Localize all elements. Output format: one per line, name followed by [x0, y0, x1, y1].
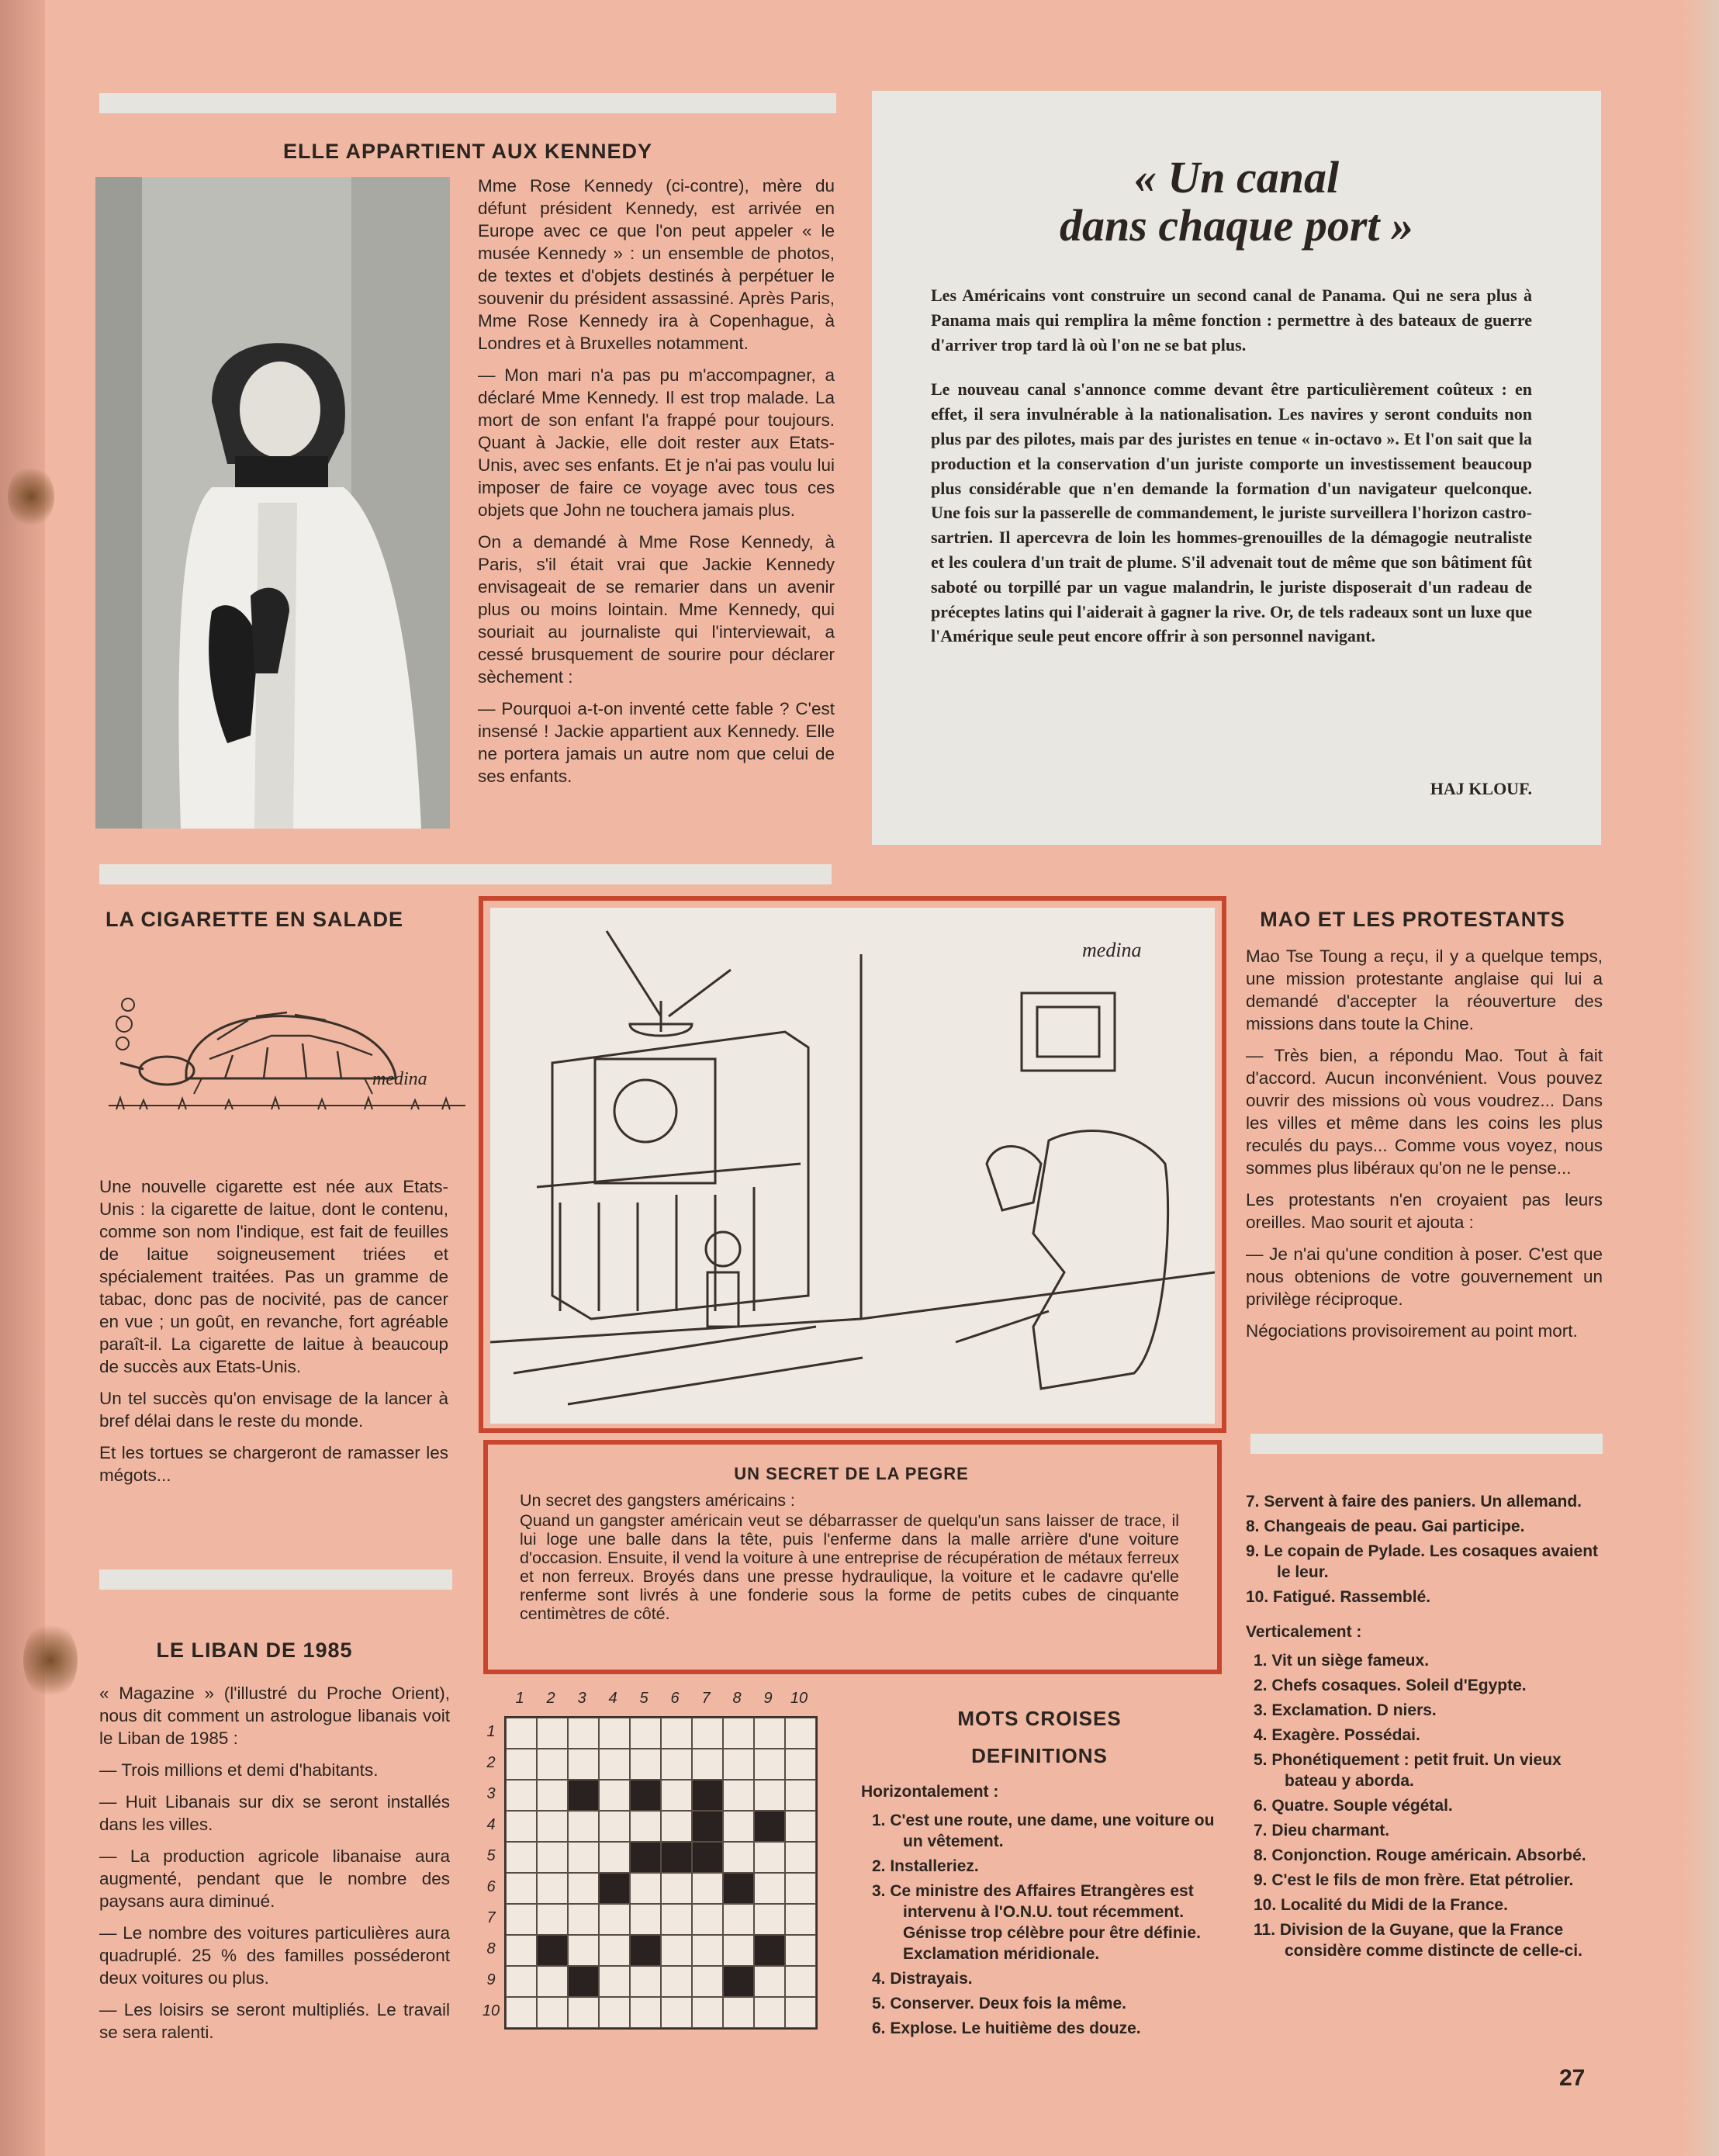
binding-gutter — [0, 0, 45, 2156]
definition-item: 9. C'est le fils de mon frère. Etat pétrolier. — [1254, 1871, 1574, 1889]
definition-item: 9. Le copain de Pylade. Les cosaques avaient le leur. — [1246, 1542, 1599, 1581]
definition-item: 2. Installeriez. — [872, 1857, 979, 1875]
kennedy-paragraph: — Pourquoi a-t-on inventé cette fable ? C'est insensé ! Jackie appartient aux Kennedy. Elle ne portera jamais un autre nom que celui de ses enfants. — [478, 699, 835, 786]
canal-paragraph: Le nouveau canal s'annonce comme devant être particulièrement coûteux : en effet, il sera invulnérable à la nationalisation. Les navires y seront conduits non plus par des pilotes, mais par des juristes en tenue « in-octavo ». Et l'on sait que la production et la conservation d'un juriste comporte un investissement beaucoup plus considérable que n'en demande la formation d'un navigateur quelconque. Une fois sur la passerelle de commandement, le juriste surveillera l'horizon castro-sartrien. Il apercevra de loin les hommes-grenouilles de la démagogie neutraliste et les coulera d'un trait de plume. S'il advenait tout de même que son bâtiment fût saboté ou torpillé par un vague malandrin, le juriste disposerait d'un radeau de préceptes latins qui l'aiderait à gagner la rive. Or, de tels radeaux sont un luxe que l'Amérique seule peut encore offrir à son personnel navigant. — [931, 379, 1532, 646]
pegre-title: UN SECRET DE LA PEGRE — [734, 1464, 969, 1483]
canal-title — [872, 154, 1601, 250]
row-number: 8 — [486, 1940, 496, 1957]
turtle-drawing — [109, 978, 465, 1133]
horizontal-label: Horizontalement : — [861, 1783, 999, 1801]
mao-title: MAO ET LES PROTESTANTS — [1260, 908, 1565, 931]
definition-item: 1. Vit un siège fameux. — [1254, 1652, 1430, 1670]
cigarette-paragraph: Et les tortues se chargeront de ramasser les mégots... — [99, 1443, 448, 1485]
liban-paragraph: — Le nombre des voitures particulières aura quadruplé. 25 % des familles posséderont deux voitures ou plus. — [99, 1923, 450, 1988]
col-number: 9 — [763, 1690, 773, 1707]
definition-item: 3. Ce ministre des Affaires Etrangères est intervenu à l'O.N.U. tout récemment. Génisse trop célèbre pour être définie. Exclamation méridionale. — [872, 1882, 1201, 1963]
mao-text — [1246, 945, 1603, 1351]
col-number: 6 — [670, 1690, 680, 1707]
horizontal-definitions-b — [1246, 1491, 1603, 1965]
col-number: 7 — [701, 1690, 711, 1707]
kennedy-photo — [95, 177, 450, 829]
definition-item: 8. Conjonction. Rouge américain. Absorbé. — [1254, 1846, 1586, 1864]
definition-item: 4. Distrayais. — [872, 1970, 973, 1988]
pegre-body: Quand un gangster américain veut se débarrasser de quelqu'un sans laisser de trace, il lui loge une balle dans la tête, puis l'enferme dans la malle arrière d'une voiture d'occasion. Ensuite, il vend la voiture à une entreprise de récupération de métaux ferreux et non ferreux. Broyés dans une presse hydraulique, la voiture et le cadavre qu'elle renferme sont livrés à une fonderie sous la forme de petits cubes de cinquante centimètres de côté. — [520, 1511, 1179, 1623]
section-bar — [99, 93, 836, 113]
definition-item: 3. Exclamation. D niers. — [1254, 1701, 1437, 1719]
cigarette-title: LA CIGARETTE EN SALADE — [105, 908, 403, 931]
pegre-text — [520, 1491, 1179, 1632]
definition-item: 6. Explose. Le huitième des douze. — [872, 2019, 1141, 2037]
definition-item: 4. Exagère. Possédai. — [1254, 1726, 1420, 1744]
definition-item: 2. Chefs cosaques. Soleil d'Egypte. — [1254, 1677, 1527, 1694]
col-number: 10 — [790, 1690, 808, 1707]
stain — [23, 1621, 78, 1699]
liban-paragraph: — Les loisirs se seront multipliés. Le travail se sera ralenti. — [99, 2000, 450, 2042]
stain — [8, 465, 54, 528]
canal-paragraph: Les Américains vont construire un second canal de Panama. Qui ne sera plus à Panama mais qui remplira la même fonction : permettre à des bateaux de guerre d'arriver trop tard là où l'on ne se bat plus. — [931, 286, 1532, 355]
definition-item: 10. Localité du Midi de la France. — [1254, 1896, 1508, 1914]
mao-paragraph: — Très bien, a répondu Mao. Tout à fait d'accord. Aucun inconvénient. Vous pouvez ouvrir des missions où vous voudrez... Dans les villes et même dans les coins les plus reculés du pays... Comme vous voyez, nous sommes plus libéraux qu'on ne le pense... — [1246, 1046, 1603, 1178]
canal-title-line: « Un canal — [1133, 152, 1340, 202]
cigarette-text — [99, 1175, 448, 1496]
photo-illustration — [95, 177, 450, 829]
crossword-title: MOTS CROISES — [957, 1707, 1122, 1730]
canal-title-line: dans chaque port » — [1059, 200, 1413, 251]
liban-paragraph: — Trois millions et demi d'habitants. — [99, 1760, 379, 1780]
definition-item: 5. Phonétiquement : petit fruit. Un vieux bateau y aborda. — [1254, 1751, 1562, 1790]
liban-text — [99, 1682, 450, 2053]
row-number: 2 — [486, 1754, 496, 1771]
definition-item: 1. C'est une route, une dame, une voiture ou un vêtement. — [872, 1812, 1215, 1850]
pegre-intro: Un secret des gangsters américains : — [520, 1491, 795, 1510]
col-number: 4 — [608, 1690, 617, 1707]
crossword-grid[interactable] — [504, 1716, 818, 2030]
row-number: 5 — [486, 1847, 496, 1864]
liban-paragraph: « Magazine » (l'illustré du Proche Orient), nous dit comment un astrologue libanais voit le Liban de 1985 : — [99, 1684, 450, 1748]
col-number: 1 — [515, 1690, 524, 1707]
row-number: 4 — [486, 1816, 496, 1833]
crossword-subtitle: DEFINITIONS — [971, 1744, 1108, 1767]
definition-item: 11. Division de la Guyane, que la France considère comme distincte de celle-ci. — [1254, 1921, 1582, 1960]
mao-paragraph: Mao Tse Toung a reçu, il y a quelque temps, une mission protestante anglaise qui lui a demandé d'accepter la réouverture des missions dans toute la Chine. — [1246, 946, 1603, 1033]
cartoon-signature: medina — [1082, 939, 1142, 961]
kennedy-paragraph: Mme Rose Kennedy (ci-contre), mère du défunt président Kennedy, est arrivée en Europe avec ce que l'on peut appeler « le musée Kennedy » : un ensemble de photos, de textes et d'objets destinés à perpétuer le souvenir du président assassiné. Après Paris, Mme Rose Kennedy ira à Copenhague, à Londres et à Bruxelles notamment. — [478, 176, 835, 353]
section-bar — [99, 864, 832, 884]
definition-item: 10. Fatigué. Rassemblé. — [1246, 1588, 1431, 1606]
kennedy-paragraph: — Mon mari n'a pas pu m'accompagner, a déclaré Mme Kennedy. Il est trop malade. La mort de son enfant l'a frappé pour toujours. Quant à Jackie, elle doit rester aux Etats-Unis, avec ses enfants. Et je n'ai pas voulu lui imposer de faire ce voyage avec tous ces objets que John ne touchera jamais plus. — [478, 365, 835, 520]
row-number: 3 — [486, 1785, 496, 1802]
mao-paragraph: Négociations provisoirement au point mort. — [1246, 1321, 1578, 1341]
liban-paragraph: — La production agricole libanaise aura augmenté, pendant que le nombre des paysans aura diminué. — [99, 1846, 450, 1911]
row-number: 1 — [486, 1723, 496, 1740]
definition-item: 7. Servent à faire des paniers. Un allemand. — [1246, 1493, 1582, 1511]
section-bar — [99, 1569, 452, 1590]
kennedy-title: ELLE APPARTIENT AUX KENNEDY — [282, 140, 653, 163]
liban-title: LE LIBAN DE 1985 — [156, 1639, 353, 1662]
col-number: 2 — [546, 1690, 555, 1707]
definition-item: 5. Conserver. Deux fois la même. — [872, 1995, 1126, 2012]
kennedy-text — [478, 175, 835, 797]
canal-author: HAJ KLOUF. — [1430, 779, 1532, 798]
horizontal-definitions-a — [861, 1781, 1219, 2043]
crossword-row-numbers — [478, 1716, 504, 2026]
col-number: 3 — [577, 1690, 586, 1707]
row-number: 7 — [486, 1909, 496, 1926]
tv-cartoon — [490, 908, 1215, 1424]
cigarette-paragraph: Un tel succès qu'on envisage de la lancer à bref délai dans le reste du monde. — [99, 1389, 448, 1431]
section-bar — [1250, 1434, 1603, 1454]
mao-paragraph: — Je n'ai qu'une condition à poser. C'est que nous obtenions de votre gouvernement un privilège réciproque. — [1246, 1244, 1603, 1309]
cigarette-signature: medina — [372, 1069, 427, 1089]
canal-text — [931, 283, 1532, 658]
col-number: 8 — [732, 1690, 742, 1707]
cartoon-panel — [490, 908, 1215, 1424]
definition-item: 7. Dieu charmant. — [1254, 1822, 1390, 1839]
kennedy-paragraph: On a demandé à Mme Rose Kennedy, à Paris, s'il était vrai que Jackie Kennedy envisageait de se remarier dans un avenir plus ou moins lointain. Mme Kennedy, qui souriait au journaliste qui l'interviewait, a cessé brusquement de sourire pour déclarer sèchement : — [478, 532, 835, 687]
row-number: 9 — [486, 1971, 496, 1988]
page-number: 27 — [1559, 2065, 1586, 2091]
row-number: 6 — [486, 1878, 496, 1895]
definition-item: 6. Quatre. Souple végétal. — [1254, 1797, 1453, 1815]
liban-paragraph: — Huit Libanais sur dix se seront installés dans les villes. — [99, 1792, 450, 1834]
page-edge — [1683, 0, 1719, 2156]
definition-item: 8. Changeais de peau. Gai participe. — [1246, 1518, 1525, 1535]
cigarette-paragraph: Une nouvelle cigarette est née aux Etats-Unis : la cigarette de laitue, dont le contenu, comme son nom l'indique, est fait de feuilles de laitue soigneusement triées et spécialement traitées. Pas un gramme de tabac, donc pas de nocivité, pas de cancer en vue ; un goût, en revanche, fort agréable paraît-il. La cigarette de laitue à beaucoup de succès aux Etats-Unis. — [99, 1177, 448, 1376]
mao-paragraph: Les protestants n'en croyaient pas leurs oreilles. Mao sourit et ajouta : — [1246, 1190, 1603, 1232]
col-number: 5 — [639, 1690, 649, 1707]
crossword-col-numbers — [504, 1690, 830, 1708]
vertical-label: Verticalement : — [1246, 1623, 1362, 1641]
row-number: 10 — [482, 2002, 500, 2019]
